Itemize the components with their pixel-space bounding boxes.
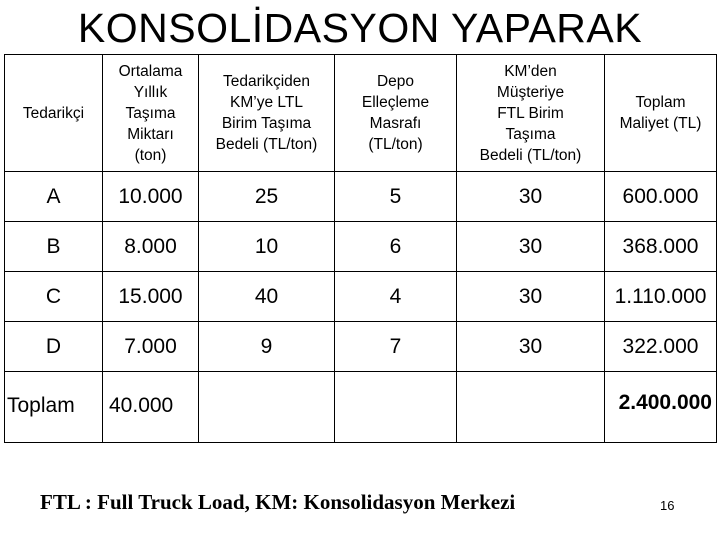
total-label: Toplam [7, 394, 75, 417]
table-row [5, 172, 717, 222]
total-cost-cell: 368.000 [605, 222, 717, 272]
header-handling-cost: Depo Elleçleme Masrafı (TL/ton) [335, 55, 457, 172]
handling-cost-cell: 5 [335, 172, 457, 222]
table-row [5, 222, 717, 272]
page-title: KONSOLİDASYON YAPARAK [77, 5, 643, 51]
total-quantity-cell [103, 372, 199, 443]
ltl-cost-cell: 9 [199, 322, 335, 372]
ftl-cost-cell: 30 [457, 172, 605, 222]
handling-cost-cell: 4 [335, 272, 457, 322]
supplier-cell: D [5, 322, 103, 372]
ftl-cost-cell: 30 [457, 272, 605, 322]
ltl-cost-cell: 40 [199, 272, 335, 322]
header-ftl-cost: KM’den Müşteriye FTL Birim Taşıma Bedeli (TL/ton) [457, 55, 605, 172]
ltl-cost-cell: 25 [199, 172, 335, 222]
grand-total-cell [605, 372, 717, 443]
total-cost-cell: 600.000 [605, 172, 717, 222]
total-cost-cell: 1.110.000 [605, 272, 717, 322]
quantity-cell: 10.000 [103, 172, 199, 222]
total-cost-cell: 322.000 [605, 322, 717, 372]
table-row [5, 322, 717, 372]
ltl-cost-cell: 10 [199, 222, 335, 272]
header-annual-quantity: Ortalama Yıllık Taşıma Miktarı (ton) [103, 55, 199, 172]
page-number: 16 [660, 498, 675, 513]
grand-total: 2.400.000 [618, 391, 712, 414]
handling-cost-cell: 7 [335, 322, 457, 372]
empty-cell [457, 372, 605, 443]
quantity-cell: 7.000 [103, 322, 199, 372]
header-total-cost: Toplam Maliyet (TL) [605, 55, 717, 172]
cost-table [4, 54, 717, 443]
table-row [5, 272, 717, 322]
empty-cell [335, 372, 457, 443]
total-label-cell [5, 372, 103, 443]
total-row [5, 372, 717, 443]
quantity-cell: 8.000 [103, 222, 199, 272]
header-ltl-cost: Tedarikçiden KM’ye LTL Birim Taşıma Bedeli (TL/ton) [199, 55, 335, 172]
header-row [5, 55, 717, 172]
ftl-cost-cell: 30 [457, 222, 605, 272]
ftl-cost-cell: 30 [457, 322, 605, 372]
quantity-cell: 15.000 [103, 272, 199, 322]
handling-cost-cell: 6 [335, 222, 457, 272]
total-quantity: 40.000 [109, 394, 174, 417]
supplier-cell: A [5, 172, 103, 222]
header-supplier: Tedarikçi [5, 55, 103, 172]
footnote: FTL : Full Truck Load, KM: Konsolidasyon Merkezi [40, 490, 516, 514]
supplier-cell: C [5, 272, 103, 322]
empty-cell [199, 372, 335, 443]
supplier-cell: B [5, 222, 103, 272]
